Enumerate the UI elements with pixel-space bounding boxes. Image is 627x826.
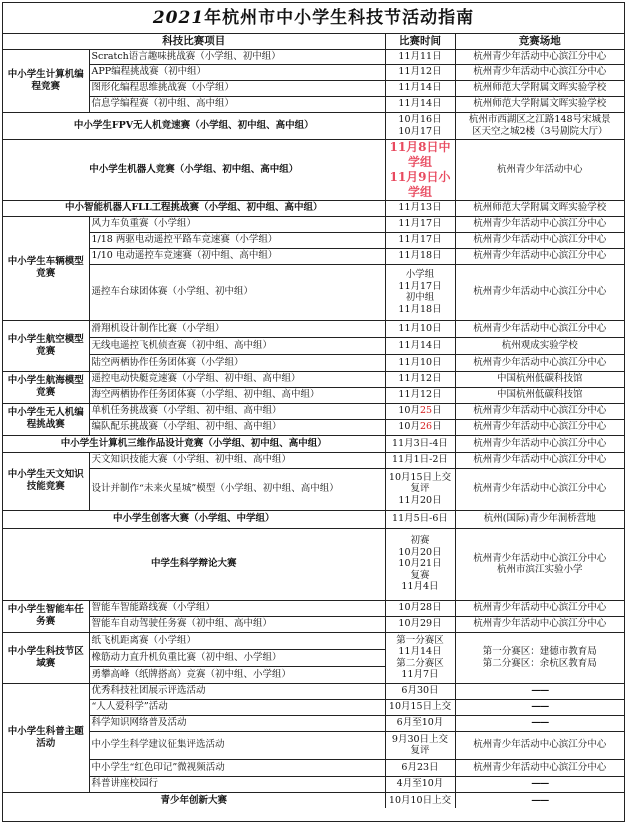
item-venue: —— [455,715,624,731]
item-name: 中小学生创客大赛（小学组、中学组） [3,510,385,528]
venue-line: 杭州市西湖区之江路148号宋城景 [468,114,611,125]
item-venue: 杭州青少年活动中心 [455,139,624,200]
item-name: 单机任务挑战赛（小学组、初中组、高中组） [89,403,385,419]
category-regional: 中小学生科技节区域赛 [3,632,89,683]
table-row [3,64,624,80]
time-line: 复评 [410,745,430,756]
item-venue: 杭州师范大学附属文晖实验学校 [455,80,624,96]
item-name: 1/10 电动遥控车竞速赛（初中组、高中组） [89,248,385,264]
item-venue: 杭州青少年活动中心滨江分中心 [455,64,624,80]
schedule-table [3,34,624,808]
item-venue: 中国杭州低碳科技馆 [455,371,624,387]
item-name: 设计并制作“未来火星城”模型（小学组、初中组、高中组） [89,468,385,510]
title-text: 年杭州市中小学生科技节活动指南 [204,8,475,28]
venue-line: 杭州市滨江实验小学 [496,564,583,575]
item-time [385,731,455,759]
item-venue: 杭州青少年活动中心滨江分中心 [455,731,624,759]
time-line: 复评 [410,483,430,495]
table-row [3,683,624,699]
item-venue: 杭州青少年活动中心滨江分中心 [455,264,624,320]
item-venue: 杭州青少年活动中心滨江分中心 [455,759,624,776]
item-name: 滑翔机设计制作比赛（小学组） [89,320,385,337]
time-suffix: 日 [432,405,442,417]
item-time [385,112,455,139]
time-line: 10月15日上交 [388,471,452,483]
time-day-red: 26 [419,421,433,433]
table-row [3,435,624,452]
item-venue: —— [455,776,624,792]
time-month: 10月 [398,405,420,417]
item-venue: 杭州青少年活动中心滨江分中心 [455,320,624,337]
item-time [385,419,455,435]
time-line: 11月17日 [398,280,442,292]
event-guide-document [2,2,625,822]
item-name: 无线电遥控飞机侦查赛（初中组、高中组） [89,337,385,354]
item-venue: 杭州青少年活动中心滨江分中心 [455,419,624,435]
item-venue: 杭州观成实验学校 [455,337,624,354]
item-time: 11月14日 [385,96,455,112]
table-row [3,232,624,248]
item-time [385,264,455,320]
item-time: 11月3日-4日 [385,435,455,452]
time-line: 11月20日 [398,494,442,506]
table-row [3,216,624,232]
time-line: 10月17日 [398,125,442,137]
table-row [3,776,624,792]
item-time: 11月1日-2日 [385,452,455,468]
item-name: “人人爱科学”活动 [89,699,385,715]
item-time: 11月12日 [385,387,455,403]
category-marine: 中小学生航海模型竞赛 [3,371,89,403]
venue-line: 第二分赛区：余杭区教育局 [482,657,597,669]
item-name: 中小学生科学建议征集评选活动 [89,731,385,759]
category-smartcar: 中小学生智能车任务赛 [3,600,89,632]
item-time: 11月10日 [385,320,455,337]
time-line: 第二分赛区 [396,657,444,669]
category-popsci: 中小学生科普主题活动 [3,683,89,792]
page-title [3,3,624,34]
item-venue: 杭州青少年活动中心滨江分中心 [455,600,624,616]
item-time: 11月17日 [385,232,455,248]
item-venue: —— [455,683,624,699]
item-name: 1/18 两驱电动遥控平路车竞速赛（小学组） [89,232,385,248]
item-time: 11月5日-6日 [385,510,455,528]
table-row [3,452,624,468]
item-venue: 杭州青少年活动中心滨江分中心 [455,216,624,232]
table-row [3,371,624,387]
item-venue: 杭州师范大学附属文晖实验学校 [455,96,624,112]
item-name: 信息学编程赛（初中组、高中组） [89,96,385,112]
category-vehicle: 中小学生车辆模型竞赛 [3,216,89,320]
header-venue: 竞赛场地 [455,34,624,49]
item-time [385,468,455,510]
item-time [385,632,455,683]
item-time: 10月15日上交 [385,699,455,715]
item-time: 6月23日 [385,759,455,776]
date-stamp: 11月9日小学组 [389,169,451,199]
item-venue: 中国杭州低碳科技馆 [455,387,624,403]
header-time: 比赛时间 [385,34,455,49]
table-row [3,468,624,510]
item-name: 中学生科学辩论大赛 [3,528,385,600]
item-time: 10月29日 [385,616,455,632]
header-project: 科技比赛项目 [3,34,385,49]
table-row [3,510,624,528]
item-name: APP编程挑战赛（初中组） [89,64,385,80]
item-name: 图形化编程思维挑战赛（小学组） [89,80,385,96]
time-line: 10月16日 [398,114,442,125]
table-row [3,139,624,200]
item-venue: 杭州青少年活动中心滨江分中心 [455,248,624,264]
item-name: 编队配乐挑战赛（小学组、初中组、高中组） [89,419,385,435]
table-row [3,112,624,139]
table-row [3,264,624,320]
item-name: 勇攀高峰（纸牌搭高）竞赛（初中组、小学组） [89,666,385,683]
item-time: 11月17日 [385,216,455,232]
item-time: 10月10日上交 [385,792,455,808]
venue-line: 区天空之城2楼（3号剧院大厅） [471,125,608,137]
item-time: 4月至10月 [385,776,455,792]
item-time [385,528,455,600]
table-row [3,528,624,600]
time-month: 10月 [398,421,420,433]
header-row [3,34,624,49]
item-venue: 杭州青少年活动中心滨江分中心 [455,354,624,371]
table-row [3,731,624,759]
item-time: 10月28日 [385,600,455,616]
item-time: 11月12日 [385,371,455,387]
table-row [3,419,624,435]
table-row [3,403,624,419]
item-venue: —— [455,792,624,808]
table-row [3,337,624,354]
item-time: 11月11日 [385,49,455,64]
item-venue: —— [455,699,624,715]
time-day-red: 25 [419,405,433,417]
table-row [3,320,624,337]
item-time: 11月13日 [385,200,455,216]
item-name: 天文知识技能大赛（小学组、初中组、高中组） [89,452,385,468]
item-name: 科普讲座校园行 [89,776,385,792]
table-row [3,387,624,403]
table-row [3,632,624,649]
item-name: 海空两栖协作任务团体赛（小学组、初中组、高中组） [89,387,385,403]
item-name: 遥控车台球团体赛（小学组、初中组） [89,264,385,320]
item-name: 优秀科技社团展示评选活动 [89,683,385,699]
table-row [3,792,624,808]
time-line: 10月20日 [398,546,442,558]
time-line: 11月14日 [398,646,442,657]
item-name: 中小智能机器人FLL工程挑战赛（小学组、初中组、高中组） [3,200,385,216]
item-name: 陆空两栖协作任务团体赛（小学组） [89,354,385,371]
item-venue [455,632,624,683]
time-suffix: 日 [432,421,442,433]
table-row [3,96,624,112]
category-aero: 中小学生航空模型竞赛 [3,320,89,371]
item-venue: 杭州师范大学附属文晖实验学校 [455,200,624,216]
venue-line: 第一分赛区：建德市教育局 [482,646,597,657]
time-line: 第一分赛区 [396,634,444,646]
item-name: 遥控电动快艇竞速赛（小学组、初中组、高中组） [89,371,385,387]
table-row [3,715,624,731]
item-venue: 杭州青少年活动中心滨江分中心 [455,435,624,452]
item-time: 11月10日 [385,354,455,371]
table-row [3,354,624,371]
item-name: 中小学生“红色印记”微视频活动 [89,759,385,776]
item-name: 青少年创新大赛 [3,792,385,808]
venue-line: 杭州青少年活动中心滨江分中心 [473,552,607,564]
item-venue: 杭州青少年活动中心滨江分中心 [455,616,624,632]
item-venue: 杭州青少年活动中心滨江分中心 [455,452,624,468]
time-line: 10月21日 [398,558,442,570]
time-line: 9月30日上交 [391,733,449,745]
time-line: 11月7日 [401,669,439,680]
item-time: 6月30日 [385,683,455,699]
time-line: 初中组 [405,292,435,303]
item-name: 科学知识网络普及活动 [89,715,385,731]
title-year: 2021 [152,8,205,28]
time-line: 11月4日 [401,581,439,593]
item-name: 橡筋动力直升机负重比赛（初中组、小学组） [89,649,385,666]
item-venue: 杭州(国际)青少年洞桥营地 [455,510,624,528]
item-time [385,403,455,419]
table-row [3,600,624,616]
item-name: Scratch语言趣味挑战赛（小学组、初中组） [89,49,385,64]
item-name: 智能车智能路线赛（小学组） [89,600,385,616]
item-venue [455,112,624,139]
table-row [3,759,624,776]
table-row [3,200,624,216]
item-time: 11月12日 [385,64,455,80]
item-venue: 杭州青少年活动中心滨江分中心 [455,403,624,419]
item-name: 风力车负重赛（小学组） [89,216,385,232]
table-row [3,699,624,715]
item-name: 中小学生机器人竞赛（小学组、初中组、高中组） [3,139,385,200]
item-name: 智能车自动驾驶任务赛（初中组、高中组） [89,616,385,632]
item-time [385,139,455,200]
time-line: 小学组 [405,269,435,280]
item-venue [455,528,624,600]
item-time: 11月14日 [385,80,455,96]
item-name: 纸飞机距离赛（小学组） [89,632,385,649]
item-time: 11月14日 [385,337,455,354]
category-drone: 中小学生无人机编程挑战赛 [3,403,89,435]
category-computer: 中小学生计算机编程竞赛 [3,49,89,112]
time-line: 复赛 [410,569,430,581]
table-row [3,248,624,264]
item-venue: 杭州青少年活动中心滨江分中心 [455,468,624,510]
item-time: 11月18日 [385,248,455,264]
table-row [3,80,624,96]
time-line: 初赛 [410,535,430,547]
category-astro: 中小学生天文知识技能竞赛 [3,452,89,510]
item-name: 中小学生计算机三维作品设计竞赛（小学组、初中组、高中组） [3,435,385,452]
time-line: 11月18日 [398,303,442,315]
item-venue: 杭州青少年活动中心滨江分中心 [455,232,624,248]
item-name: 中小学生FPV无人机竞速赛（小学组、初中组、高中组） [3,112,385,139]
item-time: 6月至10月 [385,715,455,731]
table-row [3,49,624,64]
table-row [3,616,624,632]
date-stamp: 11月8日中学组 [389,139,451,169]
item-venue: 杭州青少年活动中心滨江分中心 [455,49,624,64]
